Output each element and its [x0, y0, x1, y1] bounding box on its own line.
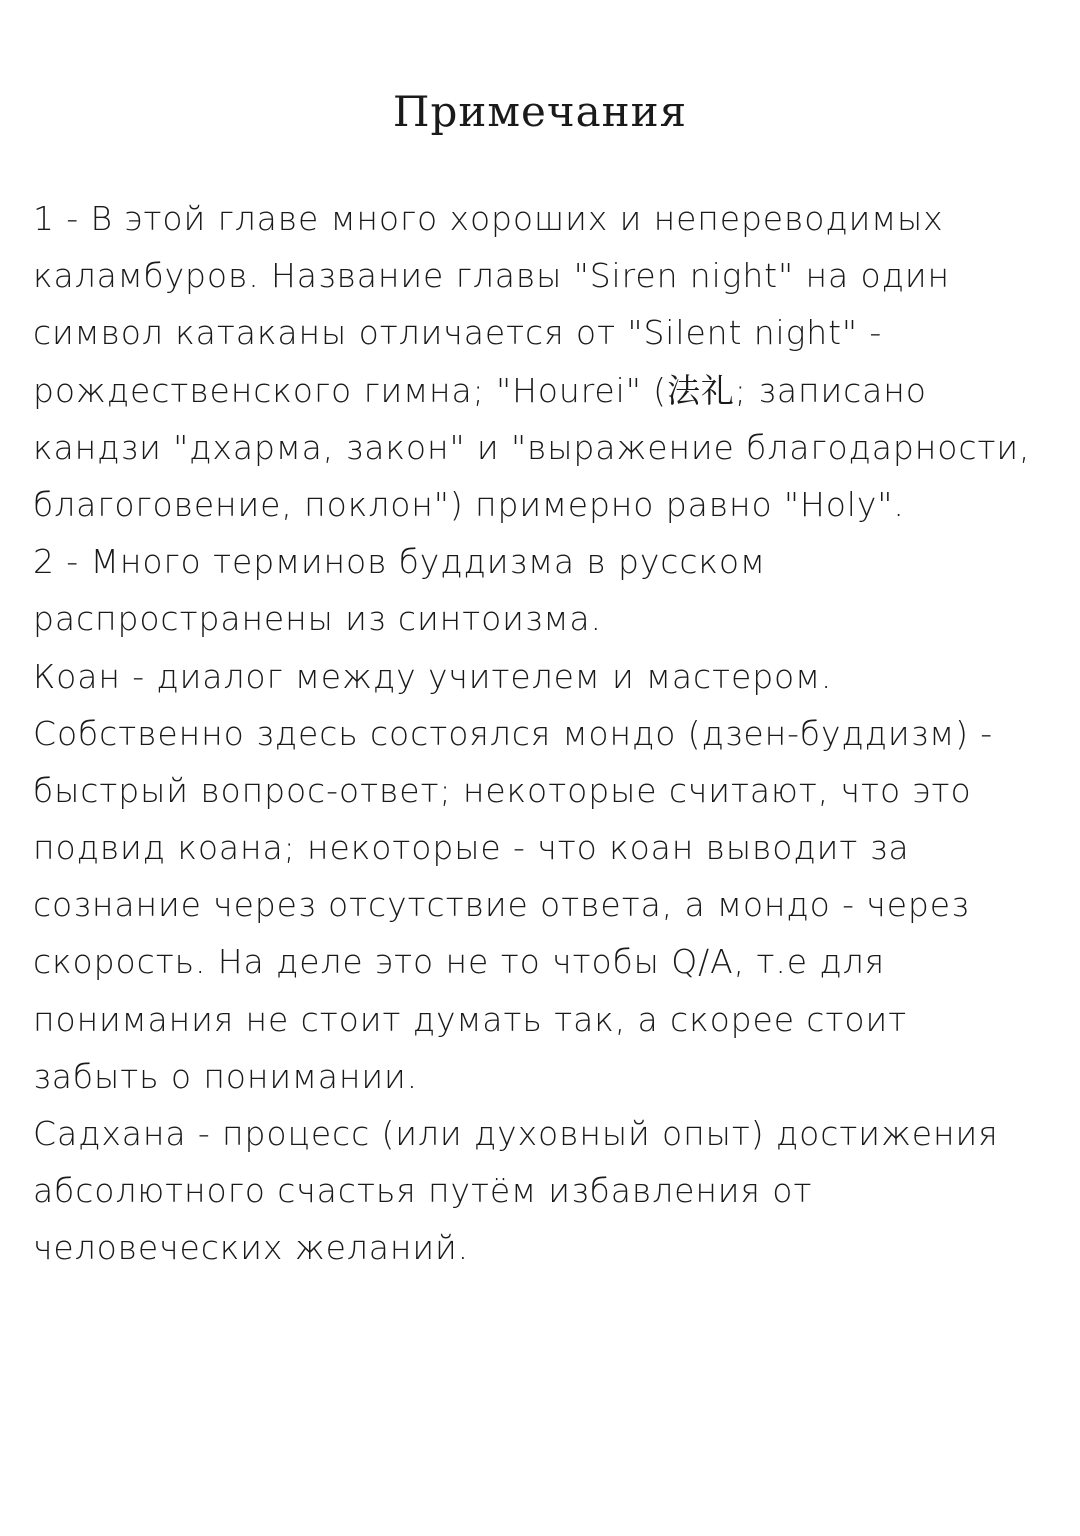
note-line: сознание через отсутствие ответа, а мондо - через [33, 885, 970, 925]
note-line: каламбуров. Название главы "Siren night" на один [33, 256, 950, 296]
note-line: забыть о понимании. [33, 1056, 419, 1096]
notes-text [33, 190, 1053, 1277]
note-line: благоговение, поклон") примерно равно "Holy". [33, 484, 905, 524]
note-line: 2 - Много терминов буддизма в русском [33, 542, 766, 582]
note-line: символ катаканы отличается от "Silent night" - [33, 313, 883, 353]
note-line: быстрый вопрос-ответ; некоторые считают, что это [33, 770, 972, 810]
note-line: скорость. На деле это не то чтобы Q/A, т.е для [33, 942, 886, 982]
note-line: кандзи "дхарма, закон" и "выражение благодарности, [33, 427, 1031, 467]
note-line: абсолютного счастья путём избавления от [33, 1171, 813, 1211]
note-line: рождественского гимна; "Hourei" (法礼; записано [33, 370, 927, 410]
note-line: распространены из синтоизма. [33, 599, 602, 639]
note-line: человеческих желаний. [33, 1228, 470, 1268]
note-line: Садхана - процесс (или духовный опыт) достижения [33, 1114, 999, 1153]
note-line: подвид коана; некоторые - что коан выводит за [33, 828, 910, 868]
note-line: понимания не стоит думать так, а скорее стоит [33, 999, 908, 1039]
page-title: Примечания [392, 87, 688, 136]
note-line: Собственно здесь состоялся мондо (дзен-буддизм) - [33, 713, 994, 753]
note-line: 1 - В этой главе много хороших и непереводимых [33, 199, 944, 238]
note-line: Коан - диалог между учителем и мастером. [33, 656, 833, 696]
